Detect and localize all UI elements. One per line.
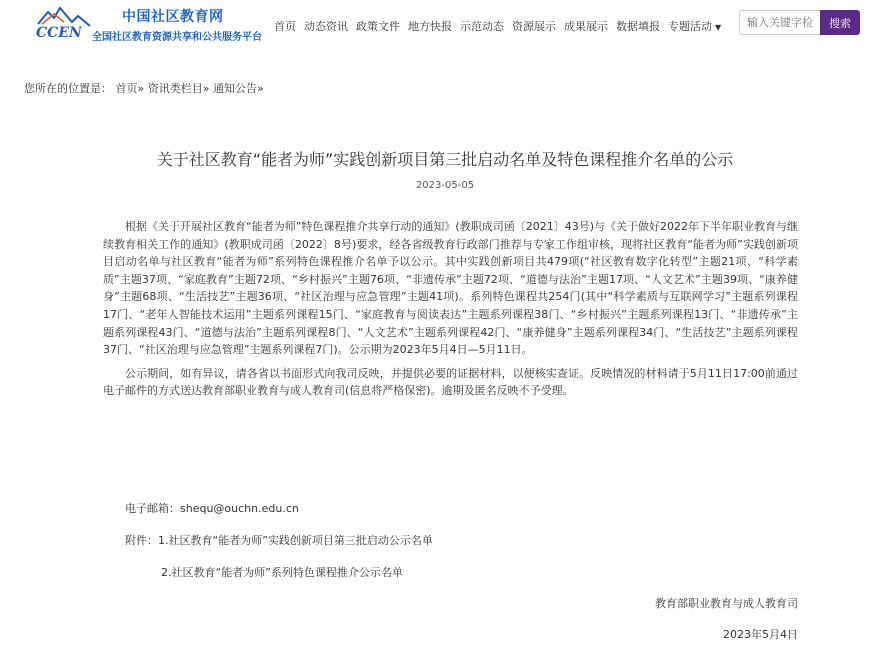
breadcrumb-column[interactable]: 资讯类栏目» (147, 82, 210, 95)
breadcrumb-label: 您所在的位置是： (24, 82, 112, 95)
site-header (0, 0, 890, 50)
article-title: 关于社区教育“能者为师”实践创新项目第三批启动名单及特色课程推介名单的公示 (156, 150, 734, 169)
breadcrumb-home[interactable]: 首页» (115, 82, 145, 95)
nav-item-special-label: 专题活动 (668, 20, 712, 33)
article-date: 2023-05-05 (415, 180, 475, 191)
nav-item-demo[interactable]: 示范动态 (460, 20, 504, 33)
signature: 教育部职业教育与成人教育司 (655, 597, 798, 610)
breadcrumb (24, 80, 264, 96)
signature-date: 2023年5月4日 (723, 628, 798, 641)
site-name[interactable]: 中国社区教育网 (122, 9, 224, 25)
nav-item-local[interactable]: 地方快报 (408, 20, 452, 33)
nav-item-news[interactable]: 动态资讯 (304, 20, 348, 33)
article-paragraph-2: 公示期间，如有异议，请各省以书面形式向我司反映，并提供必要的证据材料，以便核实查证。反映情况的材料请于5月11日17:00前通过电子邮件的方式送达教育部职业教育与成人教育司(信息将严格保密)。逾期及匿名反映不予受理。 (103, 366, 798, 398)
site-subtitle: 全国社区教育资源共享和公共服务平台 (92, 32, 262, 43)
caret-down-icon: ▼ (715, 23, 722, 32)
main-nav (270, 18, 725, 34)
article-paragraph-1: 根据《关于开展社区教育“能者为师”特色课程推介共享行动的通知》(教职成司函〔2021〕43号)与《关于做好2022年下半年职业教育与继续教育相关工作的通知》(教职成司函〔2022〕8号)要求，经各省级教育行政部门推荐与专家工作组审核，现将社区教育“能者为师”实践创新项目启动名单与社区教育“能者为师”系列特色课程推介名单予以公示。其中实践创新项目共479项(“社区教育数字化转型”主题21项、“科学素质”主题37项、“家庭教育”主题72项、“乡村振兴”主题76项、“非遗传承”主题72项、“道德与法治”主题17项、“人文艺术”主题39项、“康养健身”主题68项、“生活技艺”主题36项、“社区治理与应急管理”主题41项)。系列特色课程共254门(其中“科学素质与互联网学习”主题系列课程17门、“老年人智能技术运用”主题系列课程15门、“家庭教育与阅读表达”主题系列课程38门、“乡村振兴”主题系列课程13门、“非遗传承”主题系列课程43门、“道德与法治”主题系列课程8门、“人文艺术”主题系列课程42门、“康养健身”主题系列课程34门、“生活技艺”主题系列课程37门、“社区治理与应急管理”主题系列课程7门)。公示期为2023年5月4日—5月11日。 (103, 220, 798, 357)
search-button[interactable]: 搜索 (820, 10, 860, 35)
nav-item-data-entry[interactable]: 数据填报 (616, 20, 660, 33)
article-body (103, 218, 798, 400)
logo-letters: CCEN (36, 25, 82, 41)
nav-item-special[interactable] (664, 18, 725, 34)
attachment-1[interactable]: 附件：1.社区教育“能者为师”实践创新项目第三批启动公示名单 (125, 534, 433, 547)
attachment-2[interactable]: 2.社区教育“能者为师”系列特色课程推介公示名单 (161, 566, 403, 579)
nav-item-home[interactable]: 首页 (274, 20, 296, 33)
nav-item-policy[interactable]: 政策文件 (356, 20, 400, 33)
email-line: 电子邮箱：shequ@ouchn.edu.cn (125, 502, 299, 515)
nav-item-achievements[interactable]: 成果展示 (564, 20, 608, 33)
breadcrumb-current[interactable]: 通知公告» (212, 82, 264, 95)
logo-icon[interactable] (34, 4, 94, 44)
search-input[interactable] (739, 10, 821, 35)
nav-item-resources[interactable]: 资源展示 (512, 20, 556, 33)
